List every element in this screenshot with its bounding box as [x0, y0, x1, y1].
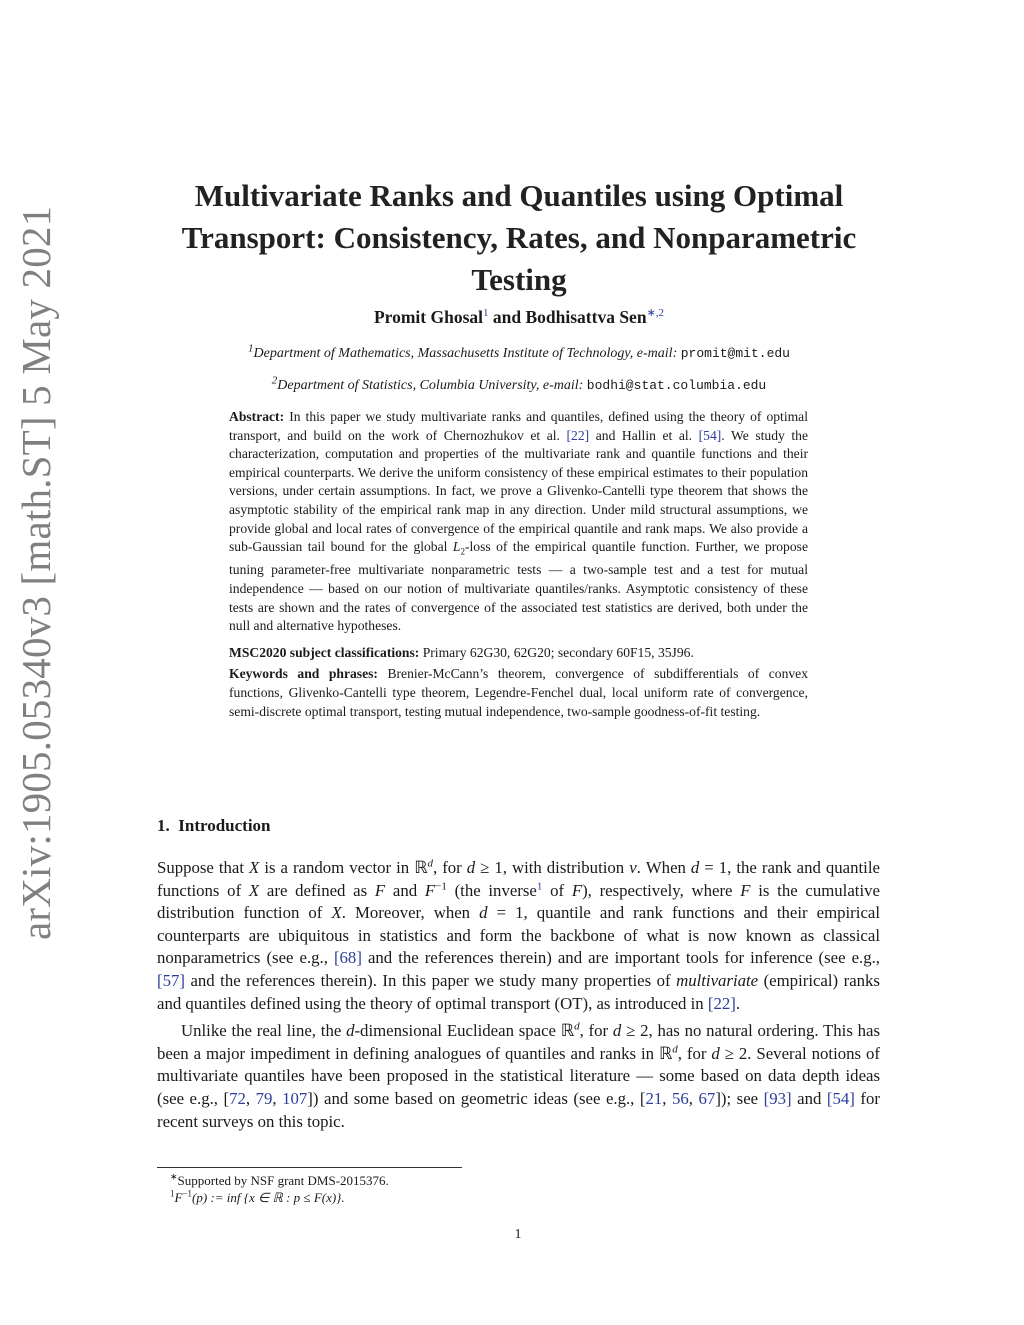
text-run: ]); see	[715, 1088, 759, 1108]
email-address[interactable]: bodhi@stat.columbia.edu	[586, 378, 767, 393]
math-inline: $F^{-1}$	[424, 880, 447, 900]
author-name: Bodhisattva Sen	[525, 307, 647, 327]
citation-link[interactable]: [54]	[698, 427, 722, 443]
citation-link[interactable]: 72	[229, 1088, 246, 1108]
section-heading	[157, 816, 271, 836]
math-inline: ν	[629, 858, 637, 877]
paragraph	[157, 857, 880, 1015]
keywords-text: Brenier-McCann’s theorem, convergence of subdifferentials of convex functions, Glivenko-Cantelli type theorem, Legendre-Fenchel dual, local uniform rate of convergence, semi-discrete optimal transport, testing mutual independence, two-sample goodness-of-fit testing.	[229, 666, 808, 719]
text-run: . Moreover, when	[341, 903, 471, 923]
math-variable: L	[452, 539, 461, 555]
citation-link[interactable]: [68]	[333, 948, 362, 968]
citation-link[interactable]: [54]	[826, 1088, 855, 1108]
footnotes	[170, 1172, 870, 1206]
text-run: and	[392, 880, 418, 900]
page-number: 1	[514, 1227, 522, 1242]
citation-link[interactable]: [57]	[157, 970, 185, 990]
section-number: 1.	[157, 816, 170, 835]
arxiv-identifier-stamp[interactable]: arXiv:1905.05340v3 [math.ST] 5 May 2021	[13, 205, 59, 940]
msc-label: MSC2020 subject classifications:	[229, 644, 420, 660]
abstract-text: and Hallin et al.	[595, 427, 693, 443]
affiliation-marker-link[interactable]: ∗,2	[646, 307, 665, 320]
text-run: and the references therein). In this paper we study many properties of	[190, 970, 671, 990]
citation-link[interactable]: [22]	[566, 427, 590, 443]
footnote	[170, 1189, 870, 1206]
text-run: Unlike the real line, the	[181, 1021, 342, 1041]
affiliation-marker-link[interactable]: 1	[483, 307, 489, 320]
abstract-section	[229, 408, 808, 721]
affiliation-text: Department of Mathematics, Massachusetts Institute of Technology, e-mail:	[253, 346, 678, 361]
text-run: (empirical) ranks and quantiles defined using the theory of optimal transport (OT), as introduced in	[157, 970, 880, 1013]
author-list	[150, 307, 888, 328]
text-run: .	[735, 993, 741, 1013]
footnote-marker-link[interactable]: 1	[536, 880, 543, 892]
math-inline: d ≥ 2	[612, 1021, 649, 1041]
citation-link[interactable]: 79	[255, 1088, 273, 1108]
text-run: . When	[636, 858, 686, 877]
author-conjunction: and	[492, 307, 522, 327]
text-run: is a random vector in	[264, 858, 410, 877]
math-inline: ℝ$^d$	[560, 1020, 580, 1041]
math-inline: d	[346, 1021, 355, 1041]
paragraph: Unlike the real line, the d-dimensional Euclidean space ℝ$^d$, for d ≥ 2, has no natural ordering. This has been a major impediment in defining analogues of quantiles and ranks in ℝ$^d$, for d ≥ 2. Several notions of multivariate quantiles have been proposed in the statistical literature — some based on data depth ideas (see e.g., [72, 79, 107]) and some based on geometric ideas (see e.g., [21, 56, 67]); see [93] and [54] for recent surveys on this topic.	[157, 1020, 881, 1131]
text-run: , for	[677, 1043, 707, 1063]
text-run: , with distribution	[502, 858, 625, 877]
emphasis: multivariate	[676, 970, 759, 990]
text-run: ), respectively, where	[582, 880, 733, 900]
math-inline: F	[740, 880, 751, 900]
text-run: , quantile and rank functions and their empirical counterparts are ubiquitous in statistics and form the backbone of what is now known as classical nonparametrics (see e.g.,	[157, 903, 880, 968]
affiliation	[150, 374, 888, 394]
author-name: Promit Ghosal	[373, 307, 484, 327]
math-inline: d ≥ 2	[711, 1043, 748, 1063]
text-run: , the rank and quantile functions of	[157, 858, 880, 900]
text-run: are defined as	[266, 880, 368, 900]
msc-classifications	[229, 644, 808, 663]
text-run: and	[797, 1088, 822, 1108]
math-inline: d = 1	[479, 903, 524, 923]
msc-text: Primary 62G30, 62G20; secondary 60F15, 35J96.	[422, 644, 694, 660]
keywords-label: Keywords and phrases:	[229, 666, 378, 682]
text-run: , has no natural ordering. This has been a major impediment in defining analogues of quantiles and ranks in	[157, 1021, 881, 1063]
footnote-math: (p) := inf {x ∈ ℝ : p ≤ F(x)}.	[192, 1190, 345, 1205]
section-title: Introduction	[178, 816, 271, 835]
math-inline: X	[331, 903, 342, 923]
text-run: -dimensional Euclidean space	[354, 1021, 556, 1041]
math-inline: F	[571, 880, 583, 900]
paper-title	[150, 175, 888, 301]
text-run: . Several notions of multivariate quantiles have been proposed in the statistical literature — some based on data depth ideas (see e.g., [	[157, 1043, 880, 1108]
math-subscript: 2	[460, 546, 465, 557]
citation-link[interactable]: [22]	[707, 993, 736, 1013]
affiliation-marker: 2	[271, 374, 278, 387]
footnote-math: F	[174, 1190, 183, 1205]
affiliation	[150, 342, 888, 362]
citation-link[interactable]: 67	[698, 1088, 716, 1108]
citation-link[interactable]: 21	[645, 1088, 663, 1108]
section-body	[157, 857, 880, 1133]
abstract	[229, 408, 808, 636]
math-inline: X	[248, 880, 260, 900]
citation-link[interactable]: 56	[672, 1088, 689, 1108]
text-run: for recent surveys on this topic.	[157, 1088, 880, 1131]
citation-link[interactable]: 107	[282, 1088, 308, 1108]
title-line: Transport: Consistency, Rates, and Nonparametric	[181, 220, 857, 255]
citation-link[interactable]: [93]	[763, 1088, 792, 1108]
text-run: and the references therein) and are important tools for inference (see e.g.,	[367, 948, 881, 968]
text-run: (the inverse	[454, 880, 537, 900]
email-address[interactable]: promit@mit.edu	[680, 346, 790, 361]
footnote	[170, 1172, 870, 1189]
math-inline: d = 1	[690, 858, 728, 877]
affiliation-marker: 1	[248, 342, 254, 355]
math-inline: ℝ$^d$	[658, 1043, 678, 1063]
footnote-mark: 1	[170, 1188, 175, 1199]
abstract-text: . We study the characterization, computation and properties of the multivariate rank and quantile functions and their empirical counterparts. We derive the uniform consistency of these empirical estimates to their population versions, under certain assumptions. In fact, we prove a Glivenko-Cantelli type theorem that shows the asymptotic stability of the empirical rank map in any direction. Under mild structural assumptions, we provide global and local rates of convergence of the empirical quantile and rank maps. We also provide a sub-Gaussian tail bound for the global	[229, 427, 808, 555]
text-run: ]) and some based on geometric ideas (see e.g., [	[307, 1088, 646, 1108]
abstract-text: In this paper we study multivariate ranks and quantiles, defined using the theory of optimal transport, and build on the work of Chernozhukov et al.	[229, 409, 808, 443]
text-run: , for	[433, 858, 462, 877]
text-run: , for	[579, 1021, 609, 1041]
math-inline: X	[249, 858, 260, 877]
title-line: Testing	[471, 262, 567, 297]
affiliation-text: Department of Statistics, Columbia University, e-mail:	[277, 378, 584, 393]
footnote-rule	[157, 1167, 462, 1168]
math-inline: F	[374, 880, 386, 900]
abstract-text: -loss of the empirical quantile function. Further, we propose tuning parameter-free multivariate nonparametric tests — a two-sample test and a test for mutual independence — based on our notion of multivariate quantiles/ranks. Asymptotic consistency of these tests are shown and the rates of convergence of the associated test statistics are derived, both under the null and alternative hypotheses.	[229, 539, 808, 634]
footnote-text: Supported by NSF grant DMS-2015376.	[177, 1173, 389, 1188]
footnote-mark: ∗	[170, 1171, 178, 1182]
text-run: of	[550, 880, 565, 900]
title-line: Multivariate Ranks and Quantiles using Optimal	[194, 178, 844, 213]
text-run: is the cumulative distribution function of	[157, 880, 880, 923]
abstract-label: Abstract:	[229, 409, 285, 424]
keywords	[229, 665, 808, 721]
math-inline: ℝ$^d$	[414, 857, 433, 877]
math-inline: d ≥ 1	[466, 858, 503, 877]
footnote-math-exponent: −1	[182, 1188, 193, 1199]
text-run: Suppose that	[157, 858, 245, 877]
